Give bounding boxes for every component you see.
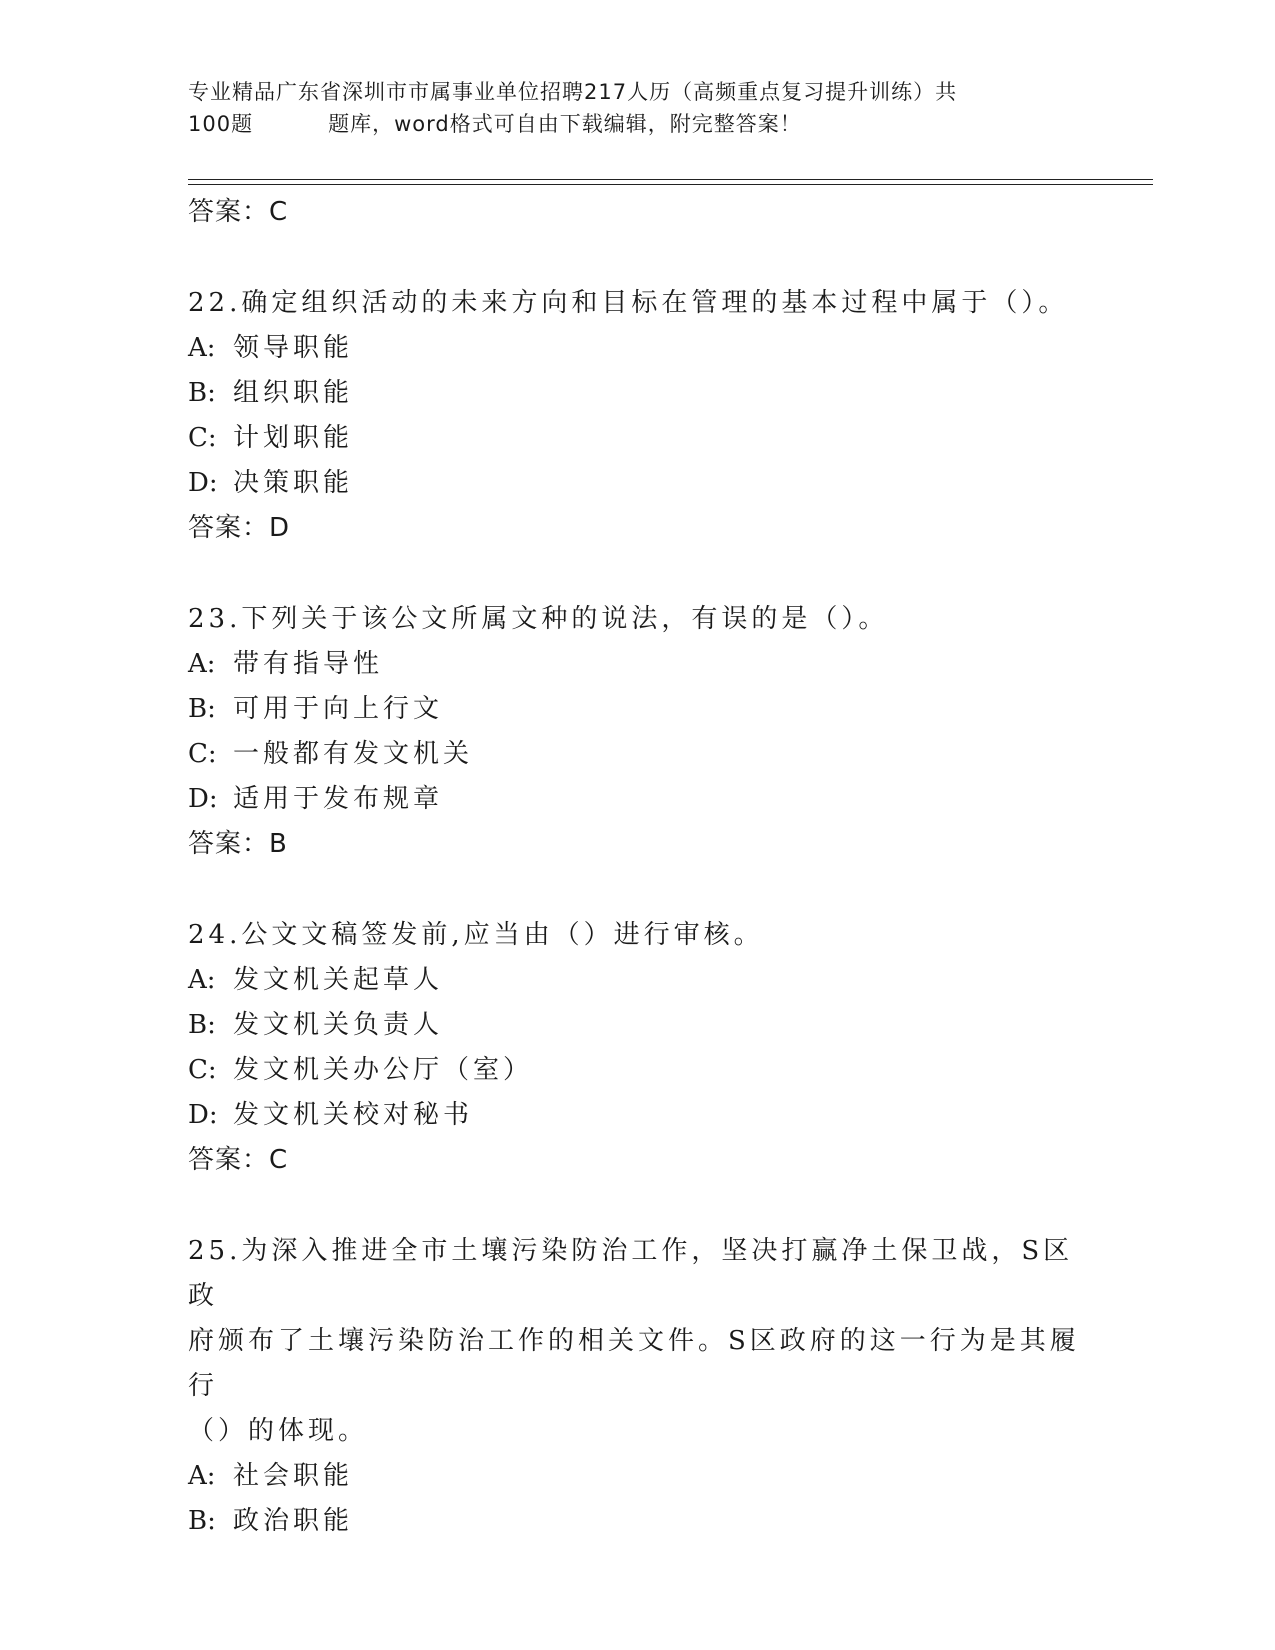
option-b (188, 1003, 1088, 1048)
option-letter: B: (188, 1010, 216, 1040)
option-text: 领导职能 (233, 333, 354, 363)
option-text: 社会职能 (233, 1461, 354, 1491)
option-b (188, 687, 1088, 732)
option-text: 发文机关办公厅（室） (233, 1055, 534, 1085)
option-text: 适用于发布规章 (233, 784, 444, 814)
option-letter: A: (188, 333, 216, 363)
option-text: 政治职能 (233, 1506, 354, 1536)
page-header (188, 76, 1088, 140)
option-b (188, 371, 1088, 416)
option-d (188, 777, 1088, 822)
header-count: 100题 (188, 112, 254, 136)
question-title: 23.下列关于该公文所属文种的说法，有误的是（）。 (188, 604, 889, 634)
option-c (188, 1048, 1088, 1093)
question-title-line-2: 府颁布了土壤污染防治工作的相关文件。S区政府的这一行为是其履行 (188, 1326, 1080, 1401)
option-letter: A: (188, 649, 216, 679)
option-text: 带有指导性 (233, 649, 384, 679)
question-title: 24.公文文稿签发前,应当由（）进行审核。 (188, 920, 764, 950)
option-letter: D: (188, 468, 218, 498)
question-title-line-1: 25.为深入推进全市土壤污染防治工作，坚决打赢净土保卫战，S区政 (188, 1236, 1074, 1311)
option-a (188, 326, 1088, 371)
option-text: 发文机关校对秘书 (233, 1100, 474, 1130)
option-b (188, 1499, 1088, 1544)
question-23 (188, 597, 1088, 867)
question-24 (188, 913, 1088, 1183)
question-title-line-3: （）的体现。 (188, 1416, 369, 1446)
option-a (188, 642, 1088, 687)
header-line-2 (188, 108, 1088, 140)
option-a (188, 1454, 1088, 1499)
answer: 答案：D (188, 513, 291, 543)
option-letter: C: (188, 423, 217, 453)
answer: 答案：B (188, 829, 288, 859)
option-letter: C: (188, 739, 217, 769)
option-letter: A: (188, 1461, 216, 1491)
option-letter: C: (188, 1055, 217, 1085)
option-letter: B: (188, 1506, 216, 1536)
option-letter: B: (188, 378, 216, 408)
header-line-1: 专业精品广东省深圳市市属事业单位招聘217人历（高频重点复习提升训练）共 (188, 80, 958, 104)
option-d (188, 1093, 1088, 1138)
option-text: 发文机关负责人 (233, 1010, 444, 1040)
option-text: 一般都有发文机关 (233, 739, 474, 769)
option-letter: D: (188, 1100, 218, 1130)
option-text: 决策职能 (233, 468, 354, 498)
question-list (188, 190, 1088, 1544)
header-divider-bottom (188, 184, 1153, 185)
option-c (188, 732, 1088, 777)
option-text: 组织职能 (233, 378, 354, 408)
option-d (188, 461, 1088, 506)
question-22 (188, 281, 1088, 551)
option-text: 可用于向上行文 (233, 694, 444, 724)
question-title: 22.确定组织活动的未来方向和目标在管理的基本过程中属于（）。 (188, 288, 1069, 318)
answer: 答案：C (188, 1145, 289, 1175)
header-divider-top (188, 179, 1153, 180)
previous-answer: 答案：C (188, 197, 289, 227)
option-text: 发文机关起草人 (233, 965, 444, 995)
option-a (188, 958, 1088, 1003)
option-letter: A: (188, 965, 216, 995)
option-letter: D: (188, 784, 218, 814)
question-25 (188, 1229, 1088, 1544)
option-letter: B: (188, 694, 216, 724)
header-description: 题库，word格式可自由下载编辑，附完整答案！ (328, 112, 802, 136)
option-text: 计划职能 (233, 423, 354, 453)
option-c (188, 416, 1088, 461)
